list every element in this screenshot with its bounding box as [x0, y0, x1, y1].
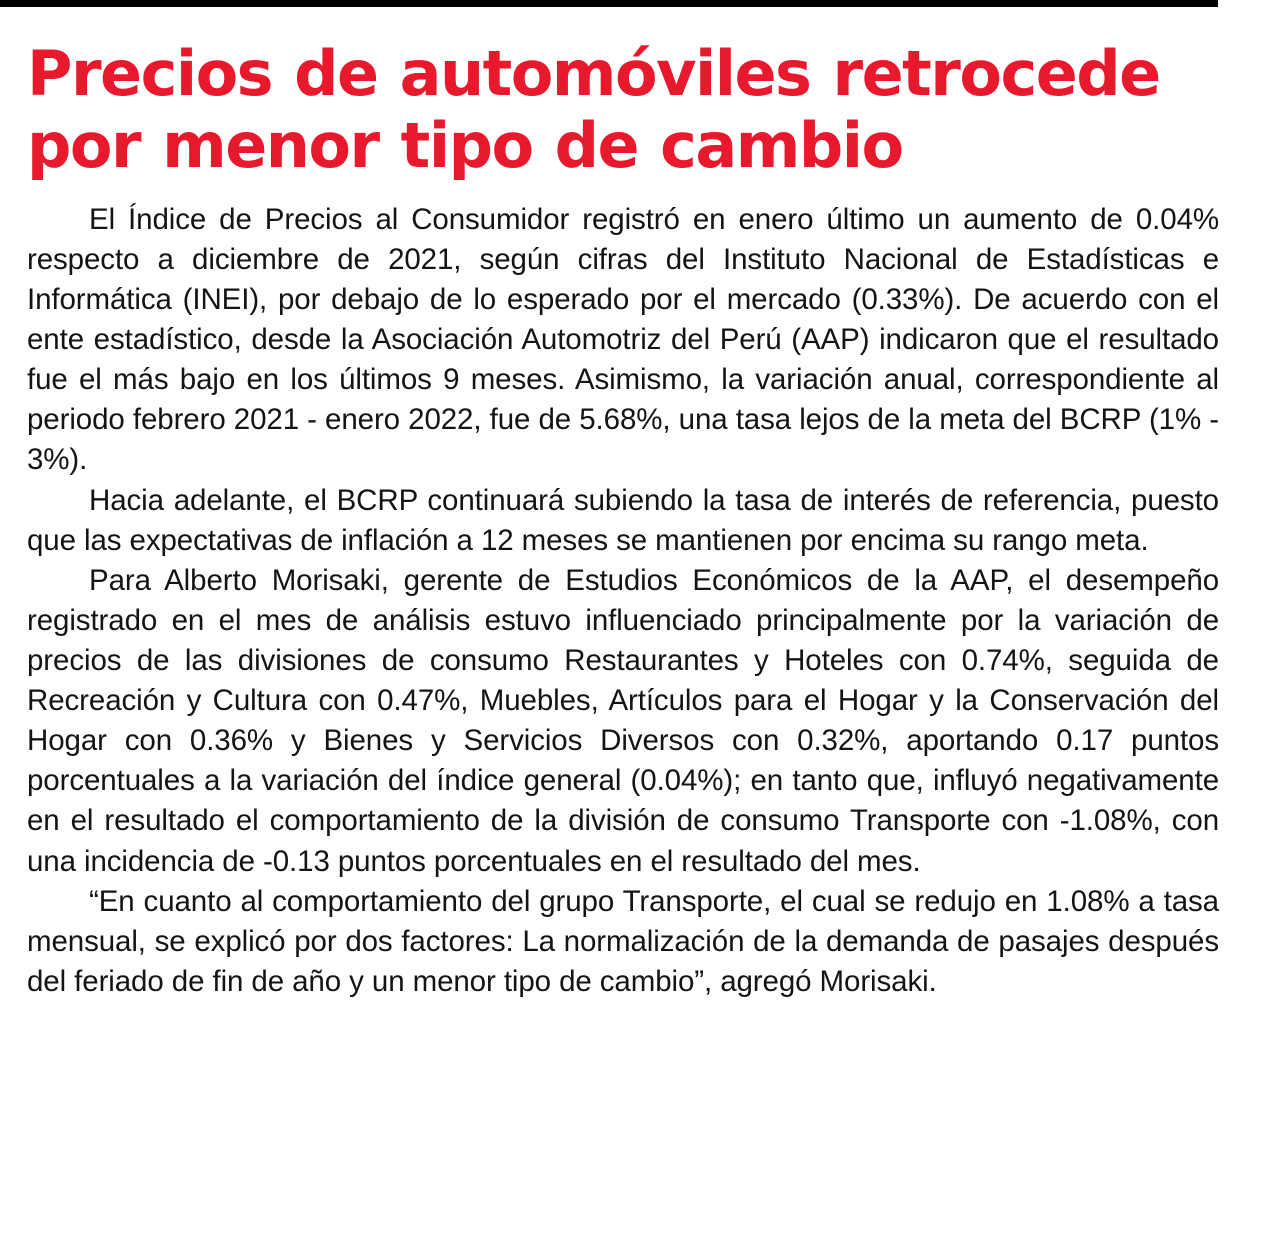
headline: [27, 38, 1219, 182]
article-paragraph: “En cuanto al comportamiento del grupo Transporte, el cual se redujo en 1.08% a tasa mensual, se explicó por dos factores: La normalización de la demanda de pasajes después del feriado de fin de año y un menor tipo de cambio”, agregó Morisaki.: [27, 884, 1219, 998]
article-paragraph: Para Alberto Morisaki, gerente de Estudios Económicos de la AAP, el desempeño registrado en el mes de análisis estuvo influenciado principalmente por la variación de precios de las divisiones de consumo Restaurantes y Hoteles con 0.74%, seguida de Recreación y Cultura con 0.47%, Muebles, Artículos para el Hogar y la Conservación del Hogar con 0.36% y Bienes y Servicios Diversos con 0.32%, aportando 0.17 puntos porcentuales a la variación del índice general (0.04%); en tanto que, influyó negativamente en el resultado el comportamiento de la división de consumo Transporte con -1.08%, con una incidencia de -0.13 puntos porcentuales en el resultado del mes.: [27, 563, 1219, 878]
top-divider-rule: [0, 0, 1218, 7]
headline-line-2: por menor tipo de cambio: [27, 108, 903, 182]
article-paragraph: Hacia adelante, el BCRP continuará subiendo la tasa de interés de referencia, puesto que las expectativas de inflación a 12 meses se mantienen por encima su rango meta.: [27, 483, 1219, 557]
headline-line-1: Precios de automóviles retrocede: [27, 37, 1160, 110]
article-body: [27, 200, 1219, 1002]
article-container: [27, 38, 1219, 1002]
article-paragraph: El Índice de Precios al Consumidor registró en enero último un aumento de 0.04% respecto a diciembre de 2021, según cifras del Instituto Nacional de Estadísticas e Informática (INEI), por debajo de lo esperado por el mercado (0.33%). De acuerdo con el ente estadístico, desde la Asociación Automotriz del Perú (AAP) indicaron que el resultado fue el más bajo en los últimos 9 meses. Asimismo, la variación anual, correspondiente al periodo febrero 2021 - enero 2022, fue de 5.68%, una tasa lejos de la meta del BCRP (1% - 3%).: [27, 202, 1219, 477]
